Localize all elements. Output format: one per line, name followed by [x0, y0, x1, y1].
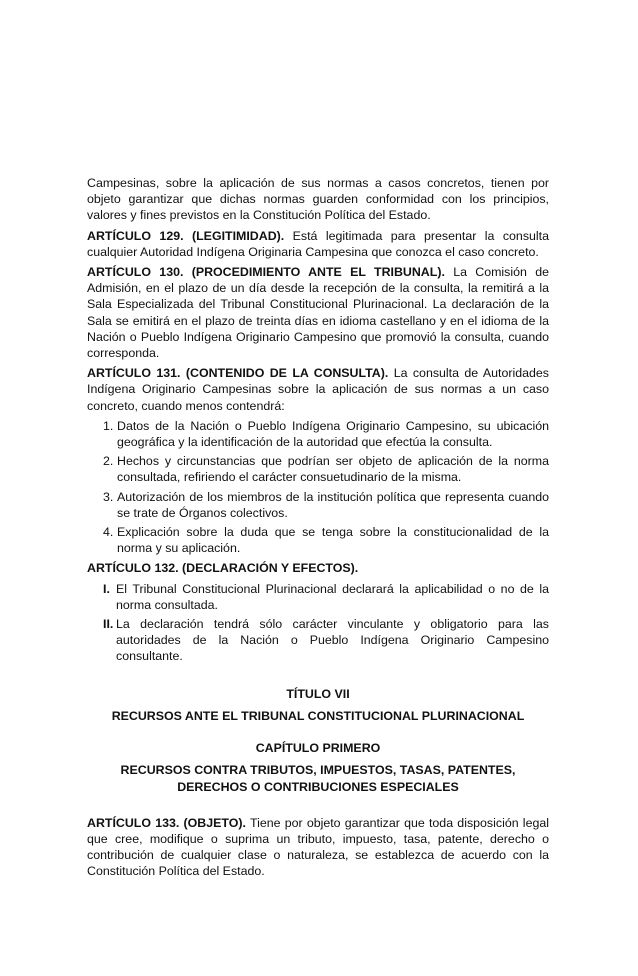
list-item — [87, 453, 549, 485]
chapter-label: CAPÍTULO PRIMERO — [255, 741, 381, 756]
article-131-text: La consulta de Autoridades Indígena Originario Campesinas sobre la aplicación de sus normas a un caso concreto, cuando menos contendrá: — [87, 366, 549, 413]
list-item — [87, 616, 549, 665]
article-133-text: Tiene por objeto garantizar que toda disposición legal que cree, modifique o suprima un tributo, impuesto, tasa, patente, derecho o contribución de cualquier clase o naturaleza, se establezca de acuerdo con la Constitución Política del Estado. — [87, 815, 549, 879]
chapter-name-line-1: RECURSOS CONTRA TRIBUTOS, IMPUESTOS, TASAS, PATENTES, — [120, 763, 516, 778]
list-item-numeral: I. — [103, 581, 110, 596]
article-132-heading: ARTÍCULO 132. (DECLARACIÓN Y EFECTOS). — [87, 561, 359, 576]
article-131-heading: ARTÍCULO 131. (CONTENIDO DE LA CONSULTA). — [87, 366, 389, 381]
list-item — [87, 418, 549, 450]
list-item-text: La declaración tendrá sólo carácter vinculante y obligatorio para las autoridades de la Nación o Pueblo Indígena Originario Campesino consultante. — [116, 617, 549, 664]
article-131-list — [87, 418, 549, 557]
list-item-number: 3. — [103, 489, 114, 504]
title-name: RECURSOS ANTE EL TRIBUNAL CONSTITUCIONAL PLURINACIONAL — [111, 708, 525, 723]
article-132 — [87, 560, 549, 576]
list-item-numeral: II. — [103, 617, 114, 632]
list-item-text: Explicación sobre la duda que se tenga sobre la constitucionalidad de la norma y su aplicación. — [117, 525, 549, 556]
title-label: TÍTULO VII — [286, 686, 350, 701]
article-130 — [87, 264, 549, 361]
article-133 — [87, 815, 549, 880]
article-132-list — [87, 581, 549, 665]
article-129-text: Está legitimada para presentar la consulta cualquier Autoridad Indígena Originaria Campesina que conozca el caso concreto. — [87, 228, 549, 259]
list-item-text: Autorización de los miembros de la institución política que representa cuando se trate de Órganos colectivos. — [117, 489, 549, 520]
article-133-heading: ARTÍCULO 133. (OBJETO). — [87, 815, 246, 830]
list-item-number: 4. — [103, 525, 114, 540]
list-item-number: 2. — [103, 454, 114, 469]
article-129-heading: ARTÍCULO 129. (LEGITIMIDAD). — [87, 228, 285, 243]
list-item — [87, 489, 549, 521]
list-item — [87, 581, 549, 613]
list-item-number: 1. — [103, 418, 114, 433]
article-130-heading: ARTÍCULO 130. (PROCEDIMIENTO ANTE EL TRIBUNAL). — [87, 265, 445, 280]
list-item-text: Datos de la Nación o Pueblo Indígena Originario Campesino, su ubicación geográfica y la identificación de la autoridad que efectúa la consulta. — [117, 418, 549, 450]
article-130-text: La Comisión de Admisión, en el plazo de un día desde la recepción de la consulta, la remitirá a la Sala Especializada del Tribunal Constitucional Plurinacional. La declaración de la Sala se emitirá en el plazo de treinta días en idioma castellano y en el idioma de la Nación o Pueblo Indígena Originario Campesino que promovió la consulta, cuando corresponda. — [87, 265, 549, 361]
list-item-text: El Tribunal Constitucional Plurinacional declarará la aplicabilidad o no de la norma consultada. — [116, 581, 549, 612]
intro-paragraph: Campesinas, sobre la aplicación de sus normas a casos concretos, tienen por objeto garantizar que dichas normas guarden conformidad con los principios, valores y fines previstos en la Constitución Política del Estado. — [87, 176, 549, 223]
list-item — [87, 524, 549, 556]
page-content — [87, 175, 549, 884]
article-129 — [87, 228, 549, 260]
list-item-text: Hechos y circunstancias que podrían ser objeto de aplicación de la norma consultada, refiriendo el carácter consuetudinario de la misma. — [117, 454, 549, 485]
chapter-name-line-2: DERECHOS O CONTRIBUCIONES ESPECIALES — [177, 779, 459, 794]
article-131 — [87, 365, 549, 414]
